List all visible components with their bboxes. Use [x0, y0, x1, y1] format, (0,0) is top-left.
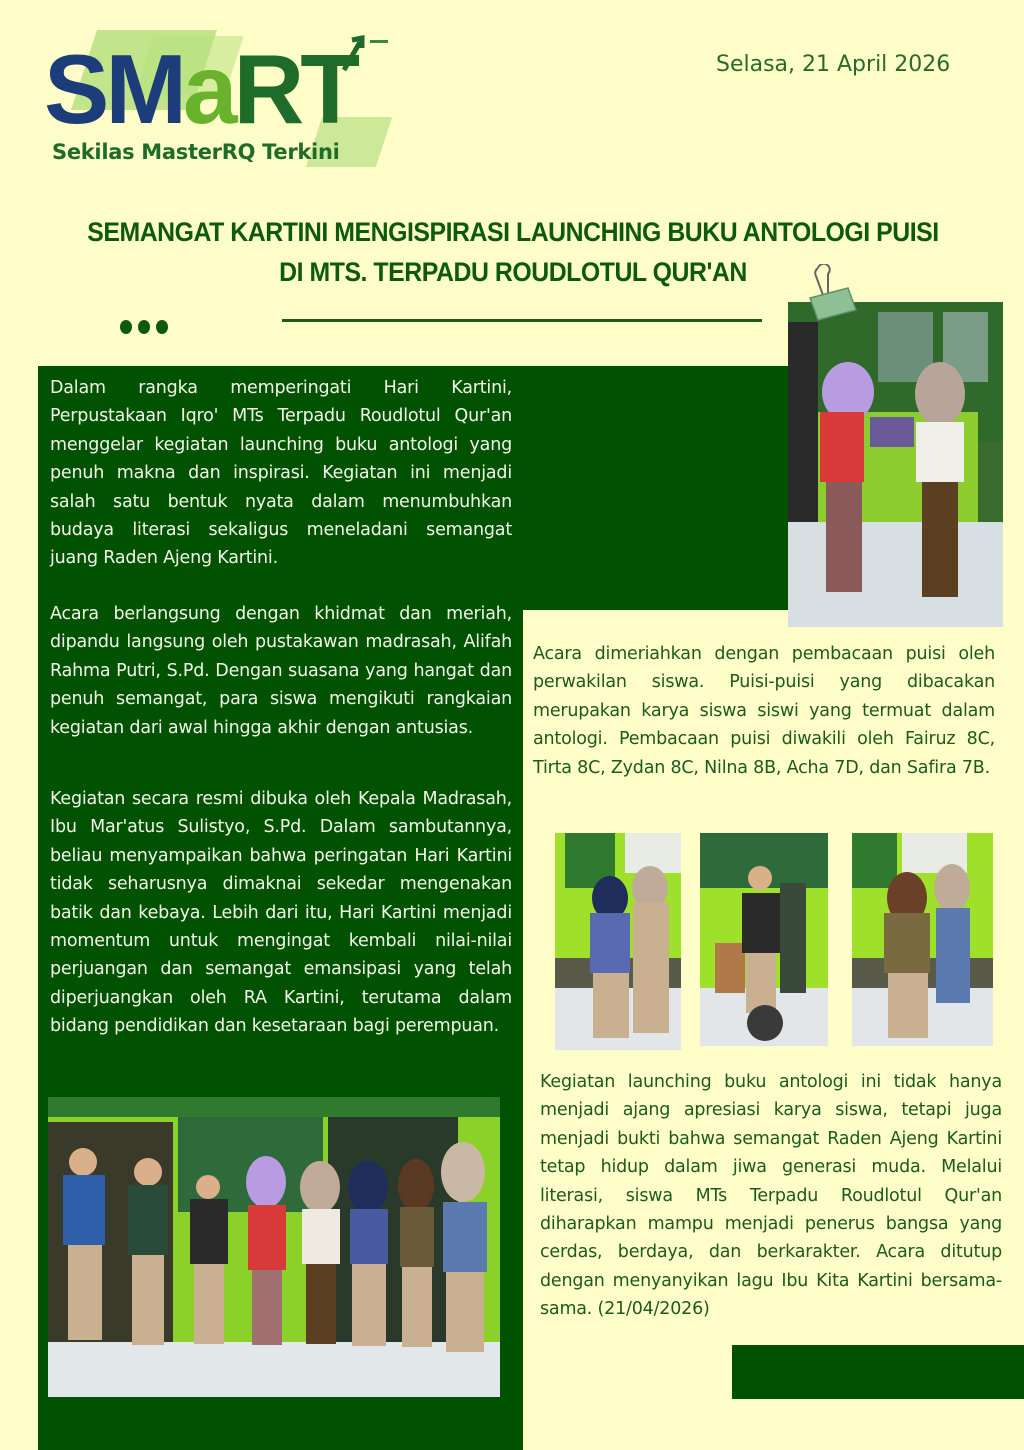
- dot: [156, 320, 168, 334]
- photo-poetry-reader-1: [555, 833, 681, 1050]
- paragraph-closing: Kegiatan launching buku antologi ini tidak hanya menjadi ajang apresiasi karya siswa, tetapi juga menjadi bukti bahwa semangat Raden Ajeng Kartini tetap hidup dalam jiwa generasi muda. Melalui literasi, siswa MTs Terpadu Roudlotul Qur'an diharapkan mampu menjadi penerus bangsa yang cerdas, berdaya, dan berkarakter. Acara ditutup dengan menyanyikan lagu Ibu Kita Kartini bersama- sama. (21/04/2026): [540, 1072, 1002, 1320]
- headline-line-1: SEMANGAT KARTINI MENGISPIRASI LAUNCHING BUKU ANTOLOGI PUISI: [87, 217, 939, 247]
- paragraph-event: Acara berlangsung dengan khidmat dan meriah, dipandu langsung oleh pustakawan madrasah, Alifah Rahma Putri, S.Pd. Dengan suasana yang hangat dan penuh semangat, para siswa mengikuti rangkaian kegiatan dari awal hingga akhir dengan antusias.: [50, 604, 512, 738]
- dot: [120, 320, 132, 334]
- publication-date: Selasa, 21 April 2026: [716, 52, 951, 77]
- logo-subtitle: Sekilas MasterRQ Terkini: [52, 140, 340, 164]
- logo-wordmark: SMaRT: [44, 34, 357, 144]
- photo-image: [555, 833, 681, 1050]
- photo-image: [48, 1097, 500, 1397]
- photo-image: [788, 302, 1003, 627]
- photo-teachers-with-books: [788, 302, 1003, 627]
- dot: [138, 320, 150, 334]
- paragraph-intro: Dalam rangka memperingati Hari Kartini, Perpustakaan Iqro' MTs Terpadu Roudlotul Qur'an menggelar kegiatan launching buku antologi yang penuh makna dan inspirasi. Kegiatan ini menjadi salah satu bentuk nyata dalam menumbuhkan budaya literasi sekaligus meneladani semangat juang Raden Ajeng Kartini.: [50, 378, 512, 569]
- photo-group-students: [48, 1097, 500, 1397]
- paragraph-poetry-reading: Acara dimeriahkan dengan pembacaan puisi oleh perwakilan siswa. Puisi-puisi yang dibacakan merupakan karya siswa siswi yang termuat dalam antologi. Pembacaan puisi diwakili oleh Fairuz 8C, Tirta 8C, Zydan 8C, Nilna 8B, Acha 7D, dan Safira 7B.: [533, 644, 995, 778]
- footer-accent-bar: [732, 1345, 1024, 1399]
- headline-line-2: DI MTS. TERPADU ROUDLOTUL QUR'AN: [279, 257, 747, 287]
- photo-image: [700, 833, 828, 1046]
- photo-poetry-reader-3: [852, 833, 993, 1046]
- divider-line: [282, 319, 762, 322]
- logo-dash: [370, 40, 388, 43]
- smart-logo: [44, 22, 414, 172]
- binder-clip-icon: [804, 264, 860, 324]
- arrow-up-icon: [340, 32, 370, 72]
- photo-poetry-reader-2: [700, 833, 828, 1046]
- photo-image: [852, 833, 993, 1046]
- decorative-dots: [120, 320, 168, 334]
- paragraph-opening: Kegiatan secara resmi dibuka oleh Kepala Madrasah, Ibu Mar'atus Sulistyo, S.Pd. Dalam sambutannya, beliau menyampaikan bahwa peringatan Hari Kartini tidak seharusnya dimaknai sekedar mengenakan batik dan kebaya. Lebih dari itu, Hari Kartini menjadi momentum untuk mengingat kembali nilai-nilai perjuangan dan semangat emansipasi yang telah diperjuangkan oleh RA Kartini, terutama dalam bidang pendidikan dan kesetaraan bagi perempuan.: [50, 789, 512, 1037]
